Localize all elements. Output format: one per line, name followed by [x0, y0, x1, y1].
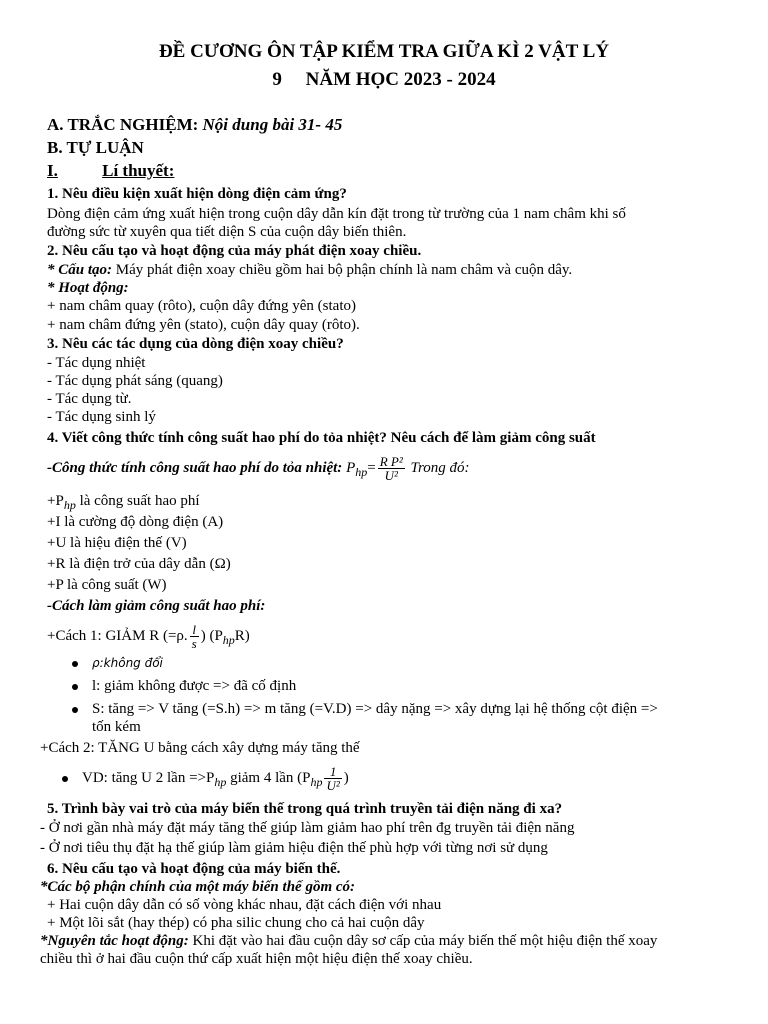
q6-part-2: + Một lõi sắt (hay thép) có pha silic chung cho cả hai cuộn dây — [47, 915, 425, 931]
part-1-label: Lí thuyết: — [102, 161, 175, 180]
bullet-icon — [72, 684, 78, 690]
effect-item: - Tác dụng nhiệt — [47, 355, 146, 371]
m1-bullet-s-cont: tốn kém — [92, 719, 141, 735]
q2-structure — [47, 261, 572, 279]
method-1: +Cách 1: GIẢM R (=ρ. $\frac{l}{s}$ ) $(P_{hp}R)$ — [47, 622, 250, 652]
q5-line-1: - Ở nơi gần nhà máy đặt máy tăng thế giúp làm giảm hao phí trên đg truyền tải điện năng — [40, 820, 575, 836]
section-a-label: A. TRẮC NGHIỆM: — [47, 115, 199, 134]
q2-structure-text: Máy phát điện xoay chiều gồm hai bộ phận chính là nam châm và cuộn dây. — [115, 262, 573, 278]
question-1: 1. Nêu điều kiện xuất hiện dòng điện cảm ứng? — [47, 186, 347, 202]
m1-bullet-s: S: tăng => V tăng (=S.h) => m tăng (=V.D) => dây nặng => xây dựng lại hệ thống cột điện => — [72, 700, 658, 718]
m1-bullet-l: l: giảm không được => đã cố định — [72, 677, 296, 695]
section-a-note: Nội dung bài 31- 45 — [202, 115, 343, 134]
bullet-icon — [72, 661, 78, 667]
question-5: 5. Trình bày vai trò của máy biến thế trong quá trình truyền tải điện năng đi xa? — [47, 801, 563, 817]
q6-parts-label: *Các bộ phận chính của một máy biến thế gồm có: — [40, 879, 356, 895]
effect-item: - Tác dụng sinh lý — [47, 409, 156, 425]
question-3: 3. Nêu các tác dụng của dòng điện xoay chiều? — [47, 336, 344, 352]
document-subtitle — [0, 71, 768, 89]
method-2-example: VD: tăng U 2 lần $=>P_{hp}$ giảm 4 lần ($P_{hp}$ $\frac{1}{\text{U²}}$ ) — [62, 760, 349, 800]
formula-denominator: U² — [384, 468, 398, 484]
method-2-fraction: $\frac{1}{\text{U²}}$ — [326, 764, 340, 794]
question-2: 2. Nêu cấu tạo và hoạt động của máy phát điện xoay chiều. — [47, 243, 422, 259]
question-6: 6. Nêu cấu tạo và hoạt động của máy biến thế. — [47, 861, 341, 877]
formula-equals: = — [367, 460, 376, 476]
q5-line-2: - Ở nơi tiêu thụ đặt hạ thế giúp làm giảm hiệu điện thế phù hợp với từng nơi sử dụng — [40, 840, 548, 856]
bullet-icon — [72, 707, 78, 713]
document-title: ĐỀ CƯƠNG ÔN TẬP KIỂM TRA GIỮA KÌ 2 VẬT LÝ — [158, 41, 610, 62]
def-i: +I là cường độ dòng điện (A) — [47, 514, 224, 530]
def-u: +U là hiệu điện thế (V) — [47, 535, 187, 551]
reduce-label: -Cách làm giảm công suất hao phí: — [47, 598, 266, 614]
m1-bullet-rho: ρ:không đổi — [72, 654, 163, 672]
q6-principle-label: *Nguyên tắc hoạt động: — [40, 933, 189, 949]
part-1-heading — [47, 162, 174, 180]
formula-fraction — [378, 455, 405, 482]
section-b-heading: B. TỰ LUẬN — [47, 138, 144, 157]
school-year: NĂM HỌC 2023 - 2024 — [305, 69, 496, 90]
part-1-number: I. — [47, 161, 58, 180]
formula-lhs: $P_{hp}$ — [346, 460, 368, 479]
bullet-icon — [62, 776, 68, 782]
section-a-heading — [47, 116, 342, 134]
q6-principle — [40, 932, 657, 950]
grade-number: 9 — [272, 69, 282, 90]
def-r: +R là điện trở của dây dẫn (Ω) — [47, 556, 231, 572]
method-2: +Cách 2: TĂNG U bằng cách xây dựng máy tăng thế — [40, 740, 360, 756]
q2-operation-line-2: + nam châm đứng yên (stato), cuộn dây quay (rôto). — [47, 317, 360, 333]
q6-principle-cont: chiều thì ở hai đầu cuộn thứ cấp xuất hiện một hiệu điện thế xoay chiều. — [40, 951, 473, 967]
answer-1-line-2: đường sức từ xuyên qua tiết diện S của cuộn dây biến thiên. — [47, 224, 407, 240]
effect-item: - Tác dụng phát sáng (quang) — [47, 373, 223, 389]
effect-item: - Tác dụng từ. — [47, 391, 132, 407]
q2-operation-line-1: + nam châm quay (rôto), cuộn dây đứng yên (stato) — [47, 298, 357, 314]
formula-numerator: R P² — [379, 454, 403, 470]
def-php: $+P_{hp}$ là công suất hao phí — [47, 493, 200, 512]
q6-principle-text: Khi đặt vào hai đầu cuộn dây sơ cấp của máy biến thế một hiệu điện thế xoay — [192, 933, 658, 949]
q2-operation-label: * Hoạt động: — [47, 280, 129, 296]
answer-1-line-1: Dòng điện cảm ứng xuất hiện trong cuộn dây dẫn kín đặt trong từ trường của 1 nam châm khi số — [47, 206, 626, 222]
formula-label: -Công thức tính công suất hao phí do tỏa nhiệt: — [47, 460, 343, 476]
formula-line — [47, 450, 470, 490]
method-1-fraction: $\frac{l}{s}$ — [191, 622, 197, 652]
def-p: +P là công suất (W) — [47, 577, 167, 593]
q2-structure-label: * Cấu tạo: — [47, 262, 113, 278]
q6-part-1: + Hai cuộn dây dẫn có số vòng khác nhau, đặt cách điện với nhau — [47, 897, 442, 913]
formula-after: Trong đó: — [410, 460, 470, 476]
question-4: 4. Viết công thức tính công suất hao phí do tỏa nhiệt? Nêu cách để làm giảm công suất — [47, 430, 596, 446]
